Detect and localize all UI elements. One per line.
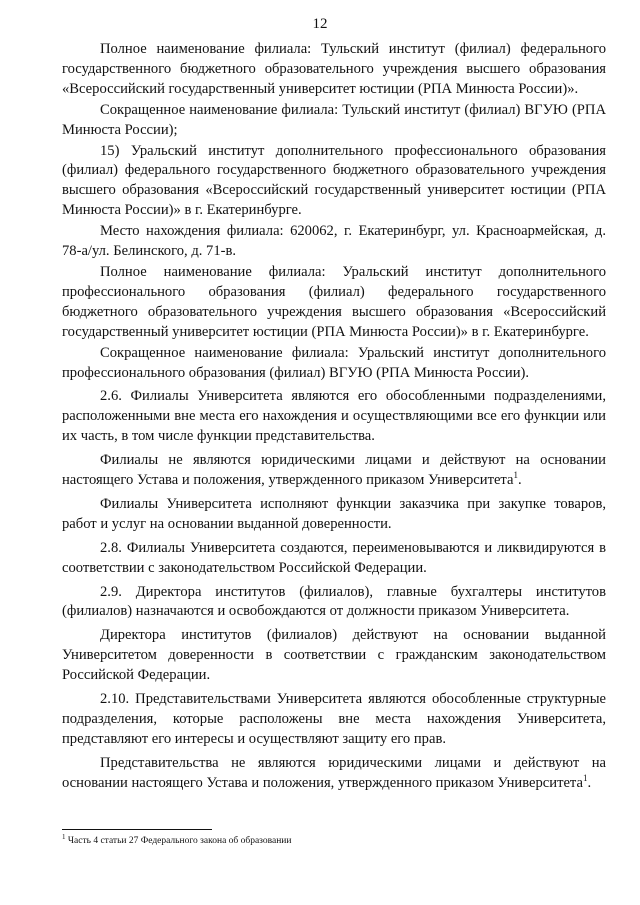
paragraph-2-9: 2.9. Директора институтов (филиалов), главные бухгалтеры институтов (филиалов) назначаются и освобождаются от должности приказом Университета. — [62, 583, 606, 620]
paragraph-directors-authority: Директора институтов (филиалов) действуют на основании выданной Университетом доверенности в соответствии с гражданским законодательством Российской Федерации. — [62, 627, 606, 684]
paragraph-ural-full-name: Полное наименование филиала: Уральский институт дополнительного профессионального образования (филиал) федерального государственного бюджетного образовательного учреждения высшего образования «Всероссийский государственный университет юстиции (РПА Минюста России)» в г. Екатеринбурге. — [62, 263, 606, 340]
paragraph-ural-location: Место нахождения филиала: 620062, г. Екатеринбург, ул. Красноармейская, д. 78-а/ул. Белинского, д. 71-в. — [62, 223, 606, 260]
paragraph-branches-legal-status: Филиалы не являются юридическими лицами и действуют на основании настоящего Устава и положения, утвержденного приказом Университета$^1$. — [62, 452, 606, 489]
document-body — [62, 40, 606, 795]
paragraph-tula-short-name: Сокращенное наименование филиала: Тульский институт (филиал) ВГУЮ (РПА Минюста России); — [62, 101, 606, 138]
paragraph-representations-legal-status: Представительства не являются юридическими лицами и действуют на основании настоящего Устава и положения, утвержденного приказом Университета$^1$. — [62, 754, 606, 791]
footnote-text: Часть 4 статьи 27 Федерального закона об образовании — [67, 836, 292, 846]
paragraph-2-6: 2.6. Филиалы Университета являются его обособленными подразделениями, расположенными вне места его нахождения и осуществляющими все его функции или их часть, в том числе функции представительства. — [62, 388, 606, 445]
footnote-separator — [62, 829, 212, 830]
paragraph-tula-full-name: Полное наименование филиала: Тульский институт (филиал) федерального государственного бюджетного образовательного учреждения высшего образования «Всероссийский государственный университет юстиции (РПА Минюста России)». — [62, 41, 606, 97]
paragraph-ural-institute: 15) Уральский институт дополнительного профессионального образования (филиал) федерального государственного бюджетного образовательного учреждения высшего образования «Всероссийский государственный университет юстиции (РПА Минюста России)» в г. Екатеринбурге. — [62, 142, 606, 219]
paragraph-branches-legal-status-text: Филиалы не являются юридическими лицами и действуют на основании настоящего Устава и положения, утвержденного приказом Университета — [62, 452, 606, 489]
footnote-reference: 1 — [582, 772, 588, 783]
paragraph-branches-procurement: Филиалы Университета исполняют функции заказчика при закупке товаров, работ и услуг на основании выданной доверенности. — [62, 495, 606, 532]
paragraph-2-8: 2.8. Филиалы Университета создаются, переименовываются и ликвидируются в соответствии с законодательством Российской Федерации. — [62, 539, 606, 576]
page-number: 12 — [312, 16, 328, 32]
footnote — [62, 832, 606, 847]
paragraph-representations-legal-status-text: Представительства не являются юридическими лицами и действуют на основании настоящего Устава и положения, утвержденного приказом Университета — [62, 754, 606, 791]
footnote-mark: 1 — [62, 832, 66, 841]
paragraph-ural-short-name: Сокращенное наименование филиала: Уральский институт дополнительного профессионального образования (филиал) ВГУЮ (РПА Минюста России). — [62, 344, 606, 381]
paragraph-2-10: 2.10. Представительствами Университета являются обособленные структурные подразделения, которые расположены вне места нахождения Университета, представляют его интересы и осуществляют защиту его прав. — [62, 691, 606, 747]
footnote-reference: 1 — [513, 470, 518, 481]
